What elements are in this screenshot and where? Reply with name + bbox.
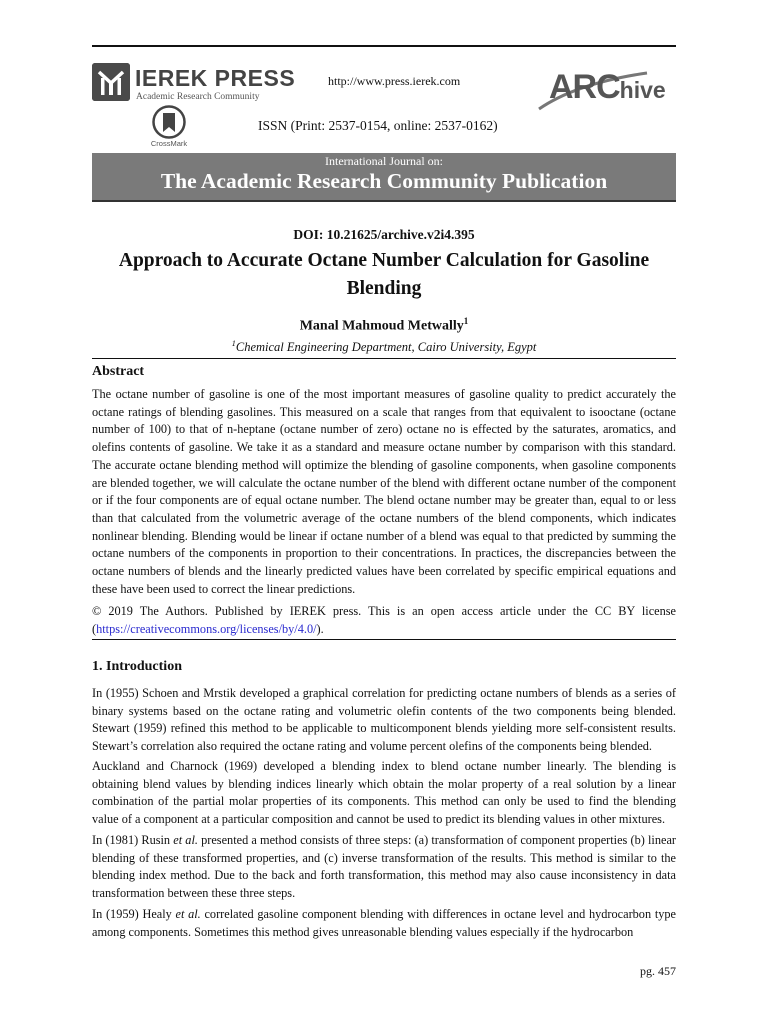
crossmark-label: CrossMark xyxy=(150,139,188,148)
p4-start: In (1959) Healy xyxy=(92,907,176,921)
publisher-name: IEREK PRESS xyxy=(135,65,296,91)
abstract-heading: Abstract xyxy=(92,364,145,379)
article-author xyxy=(92,316,676,335)
p4-etal: et al. xyxy=(175,907,201,921)
top-rule xyxy=(92,45,676,47)
journal-header xyxy=(92,55,676,153)
archive-logo-text xyxy=(549,68,666,107)
p3-rest: presented a method consists of three steps: (a) transformation of component properties (b) linear blending of these transformed properties, and (c) inverse transformation of the results. This method is similar to the blending index method. Due to the back and forth transformation, this method may also cause inconsistency in data transformation between these three steps. xyxy=(92,833,676,901)
archive-logo-tail: hive xyxy=(619,77,666,103)
license-link[interactable]: https://creativecommons.org/licenses/by/4.0/ xyxy=(96,621,317,636)
banner-title: The Academic Research Community Publication xyxy=(160,169,608,193)
author-name: Manal Mahmoud Metwally xyxy=(299,318,464,334)
intro-paragraph-4 xyxy=(92,906,676,941)
p3-start: In (1981) Rusin xyxy=(92,833,174,847)
intro-paragraph-3 xyxy=(92,832,676,903)
divider xyxy=(92,639,676,640)
author-affiliation xyxy=(92,338,676,355)
publisher-tagline: Academic Research Community xyxy=(136,92,260,102)
journal-banner xyxy=(92,153,676,202)
section-heading-introduction: 1. Introduction xyxy=(92,659,182,674)
abstract-text: The octane number of gasoline is one of the most important measures of gasoline quality to predict accurately the octane ratings of blending gasolines. This measured on a scale that ranges from that equivalent to isooctane (octane number of 100) to that of n-heptane (octane number of zero) octane no is effected by the saturates, aromatics, and olefins contents of gasoline. We take it as a standard and measure octane number by comparison with this standard. The accurate octane blending method will optimize the blending of gasoline components, when gasoline components are blended together, we will calculate the octane number of the blend with different octane number of the component or if the four components are of equal octane number. The blend octane number may be greater than, equal to or less than that calculated from the volumetric average of the octane numbers of the blend components, which indicates nonlinear blending. Blending would be linear if octane number of a blend was equal to that predicted by summing the octane numbers of the components in proportion to their concentrations. In practices, the discrepancies between the octane numbers of blends and the linearly predicted values have been correlated by specific empirical equations and these have been used to correct the linear predictions. xyxy=(92,387,676,596)
article-title: Approach to Accurate Octane Number Calculation for Gasoline Blending xyxy=(118,250,650,299)
divider xyxy=(92,358,676,359)
issn: ISSN (Print: 2537-0154, online: 2537-0162) xyxy=(258,118,498,133)
intro-paragraph-1: In (1955) Schoen and Mrstik developed a graphical correlation for predicting octane numbers of blends as a series of binary systems based on the octane rating and volumetric olefin contents of the two components being blended. Stewart (1959) refined this method to be applicable to multicomponent blends yielding more self-consistent results. Stewart’s correlation also required the octane rating and volume percent olefins of the components being blended. xyxy=(92,686,676,754)
license-text: © 2019 The Authors. Published by IEREK press. This is an open access article under the CC BY license xyxy=(92,604,676,618)
archive-logo xyxy=(537,63,677,113)
banner-subtitle: International Journal on: xyxy=(325,154,443,168)
p3-etal: et al. xyxy=(173,833,198,847)
affiliation-text: Chemical Engineering Department, Cairo University, Egypt xyxy=(235,340,537,355)
crossmark-icon xyxy=(152,105,186,139)
ierek-press-logo xyxy=(92,63,296,103)
article-doi[interactable]: DOI: 10.21625/archive.v2i4.395 xyxy=(293,227,475,242)
license-statement: © 2019 The Authors. Published by IEREK press. This is an open access article under the CC BY license (https://creativecommons.org/licenses/by/4.0/). xyxy=(92,604,676,636)
ierek-logo-icon xyxy=(92,63,130,101)
archive-logo-main: ARC xyxy=(549,68,620,106)
crossmark-badge[interactable] xyxy=(149,105,189,151)
page-number: pg. 457 xyxy=(640,964,676,978)
intro-paragraph-2: Auckland and Charnock (1969) developed a blending index to blend octane number linearly. The blending is obtaining blend values by blending indices linearly which obtain the molar property of a real solution by a linear combination of the partial molar properties of its components. This method can only be used to find the blending value of a component at a particular composition and cannot be used to predict its blending values in other mixtures. xyxy=(92,759,676,827)
author-superscript: 1 xyxy=(463,316,469,326)
journal-url[interactable]: http://www.press.ierek.com xyxy=(328,74,461,88)
affiliation-superscript: 1 xyxy=(231,338,236,348)
p4-rest: correlated gasoline component blending with differences in octane level and hydrocarbon type among components. Sometimes this method gives unreasonable blending values especially if the hydrocarbon xyxy=(92,907,676,939)
